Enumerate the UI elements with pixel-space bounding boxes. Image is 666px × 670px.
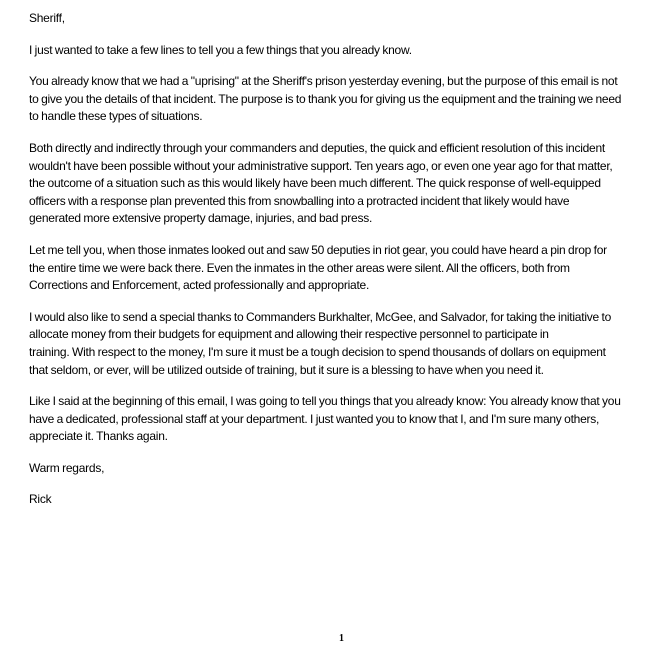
salutation: Sheriff, xyxy=(29,11,65,25)
paragraph-thanks-commanders: I would also like to send a special thanks to Commanders Burkhalter, McGee, and Salvador, for taking the initiative to allocate money from their budgets for equipment and allowing their respective personnel to participate in training. With respect to the money, I'm sure it must be a tough decision to spend thousands of dollars on equipment that seldom, or ever, will be utilized outside of training, but it sure is a blessing to have when you need it. xyxy=(29,309,611,377)
paragraph-conclusion: Like I said at the beginning of this email, I was going to tell you things that you already know: You already know that you have a dedicated, professional staff at your department. I just wanted you to know that I, and I'm sure many others, appreciate it. Thanks again. xyxy=(29,394,621,444)
paragraph-intro: I just wanted to take a few lines to tell you a few things that you already know. xyxy=(29,42,412,57)
page-number: 1 xyxy=(339,633,344,644)
paragraph-support: Both directly and indirectly through your commanders and deputies, the quick and efficient resolution of this incident wouldn't have been possible without your administrative support. Ten years ago, or even one year ago for that matter, the outcome of a situation such as this would likely have been much different. The quick response of well-equipped officers with a response plan prevented this from snowballing into a protracted incident that likely would have generated more extensive property damage, injuries, and bad press. xyxy=(29,140,613,226)
signature: Rick xyxy=(29,492,52,507)
paragraph-uprising: You already know that we had a "uprising" at the Sheriff's prison yesterday evening, but the purpose of this email is not to give you the details of that incident. The purpose is to thank you for giving us the equipment and the training we need to handle these types of situations. xyxy=(29,74,622,124)
closing: Warm regards, xyxy=(29,460,105,475)
paragraph-riot-gear: Let me tell you, when those inmates looked out and saw 50 deputies in riot gear, you could have heard a pin drop for the entire time we were back there. Even the inmates in the other areas were silent. All the officers, both from Corrections and Enforcement, acted professionally and appropriate. xyxy=(29,242,607,293)
letter-body xyxy=(29,0,659,523)
